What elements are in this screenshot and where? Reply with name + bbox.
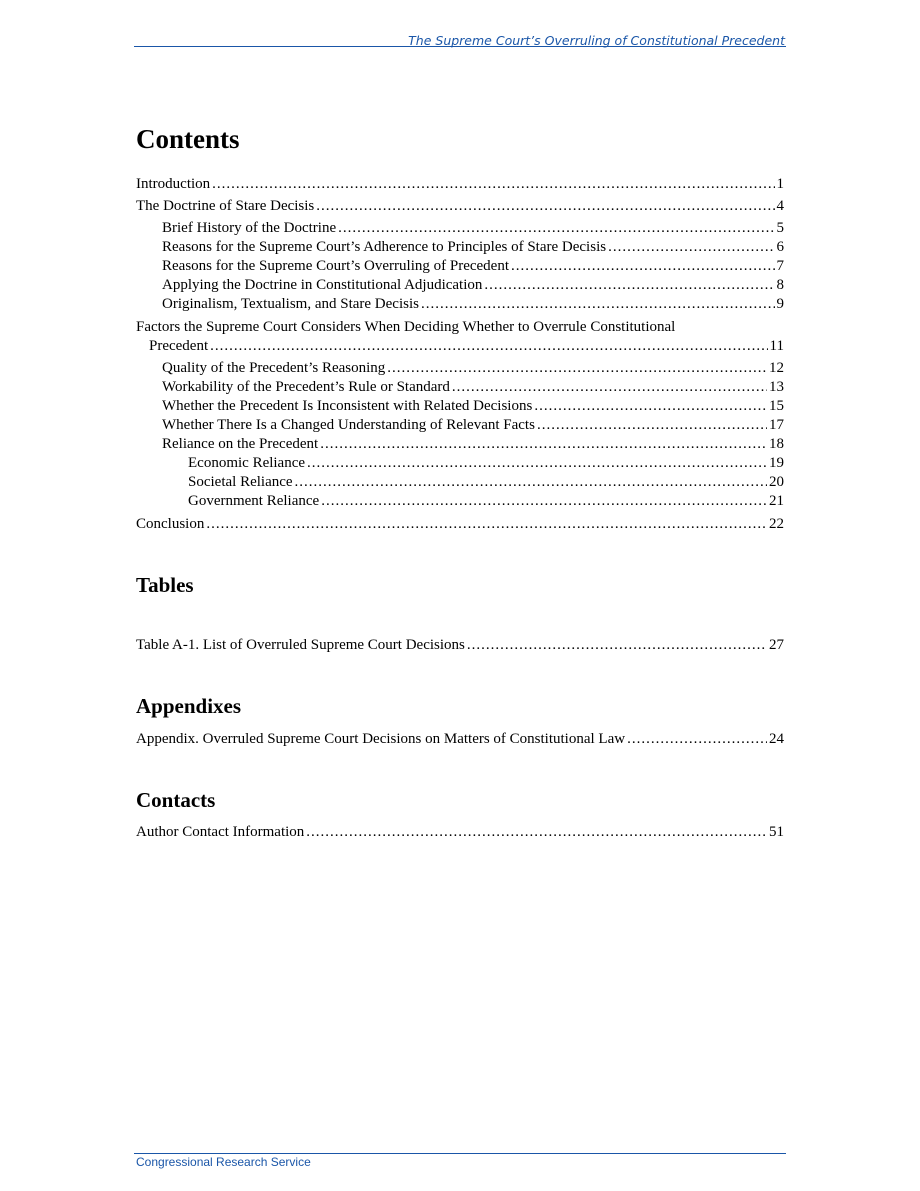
running-header-title: The Supreme Court’s Overruling of Constitutional Precedent — [408, 33, 785, 48]
toc-entry[interactable] — [136, 730, 784, 748]
toc-entry-label-continued: Precedent — [149, 338, 209, 354]
toc-entry-label: Reasons for the Supreme Court’s Overruling of Precedent — [162, 258, 509, 274]
toc-entry-page: 27 — [769, 637, 784, 653]
dot-leader — [452, 378, 767, 396]
toc-entry-label-first-line[interactable]: Factors the Supreme Court Considers When Deciding Whether to Overrule Constitutional — [136, 319, 676, 335]
toc-entry-page: 19 — [769, 455, 784, 471]
dot-leader — [421, 295, 775, 313]
dot-leader — [295, 473, 767, 491]
toc-entry-page: 21 — [769, 493, 784, 509]
dot-leader — [534, 397, 767, 415]
toc-entry[interactable] — [162, 295, 784, 313]
toc-entry[interactable] — [162, 416, 784, 434]
toc-entry[interactable] — [162, 359, 784, 377]
toc-entry-label: Quality of the Precedent’s Reasoning — [162, 360, 386, 376]
dot-leader — [537, 416, 767, 434]
appendixes-heading: Appendixes — [136, 694, 242, 718]
toc-entry-page: 11 — [769, 338, 784, 354]
toc-entry-page: 51 — [769, 824, 784, 840]
dot-leader — [321, 492, 767, 510]
toc-entry[interactable] — [188, 454, 784, 472]
toc-entry-page: 5 — [776, 220, 784, 236]
dot-leader — [210, 337, 767, 355]
toc-entry-label: Applying the Doctrine in Constitutional Adjudication — [162, 277, 483, 293]
toc-entry[interactable] — [136, 175, 784, 193]
toc-entry[interactable] — [136, 515, 784, 533]
toc-entry-label: Originalism, Textualism, and Stare Decisis — [162, 296, 419, 312]
dot-leader — [627, 730, 767, 748]
toc-entry-label: Whether There Is a Changed Understanding of Relevant Facts — [162, 417, 535, 433]
header-rule — [134, 46, 786, 47]
tables-heading: Tables — [136, 573, 194, 597]
toc-entry[interactable] — [162, 257, 784, 275]
footer-rule — [134, 1153, 786, 1154]
contacts-heading: Contacts — [136, 788, 216, 812]
toc-entry-label: Brief History of the Doctrine — [162, 220, 337, 236]
dot-leader — [316, 197, 774, 215]
toc-entry-page: 1 — [776, 176, 784, 192]
toc-entry[interactable] — [136, 636, 784, 654]
toc-entry[interactable] — [162, 219, 784, 237]
dot-leader — [608, 238, 774, 256]
toc-entry-page: 7 — [776, 258, 784, 274]
toc-entry-label: Whether the Precedent Is Inconsistent with Related Decisions — [162, 398, 533, 414]
toc-entry-label: Appendix. Overruled Supreme Court Decisions on Matters of Constitutional Law — [136, 731, 626, 747]
toc-entry-label: Reliance on the Precedent — [162, 436, 319, 452]
dot-leader — [467, 636, 767, 654]
dot-leader — [206, 515, 767, 533]
toc-entry-label: Table A-1. List of Overruled Supreme Court Decisions — [136, 637, 465, 653]
toc-entry-label: The Doctrine of Stare Decisis — [136, 198, 315, 214]
toc-entry[interactable] — [136, 823, 784, 841]
dot-leader — [320, 435, 767, 453]
toc-entry-page: 24 — [769, 731, 784, 747]
dot-leader — [306, 823, 767, 841]
toc-entry-label: Reasons for the Supreme Court’s Adherence to Principles of Stare Decisis — [162, 239, 607, 255]
toc-entry-page: 18 — [769, 436, 784, 452]
toc-entry-page: 20 — [769, 474, 784, 490]
toc-entry-page: 13 — [769, 379, 784, 395]
toc-entry-label: Societal Reliance — [188, 474, 293, 490]
toc-entry-label: Workability of the Precedent’s Rule or Standard — [162, 379, 450, 395]
toc-entry[interactable] — [188, 492, 784, 510]
dot-leader — [338, 219, 774, 237]
contents-heading: Contents — [136, 124, 240, 154]
toc-entry[interactable] — [149, 337, 784, 355]
dot-leader — [511, 257, 775, 275]
toc-entry[interactable] — [162, 276, 784, 294]
toc-entry-page: 9 — [776, 296, 784, 312]
toc-entry-page: 17 — [769, 417, 784, 433]
dot-leader — [484, 276, 774, 294]
toc-entry-page: 6 — [776, 239, 784, 255]
toc-entry-label: Conclusion — [136, 516, 205, 532]
toc-entry-label: Economic Reliance — [188, 455, 306, 471]
toc-entry-page: 15 — [769, 398, 784, 414]
toc-entry-label: Introduction — [136, 176, 211, 192]
toc-entry-page: 12 — [769, 360, 784, 376]
toc-entry-label: Author Contact Information — [136, 824, 305, 840]
toc-entry[interactable] — [162, 238, 784, 256]
toc-entry[interactable] — [188, 473, 784, 491]
toc-entry[interactable] — [162, 397, 784, 415]
toc-entry[interactable] — [162, 378, 784, 396]
toc-entry-page: 22 — [769, 516, 784, 532]
toc-entry[interactable] — [136, 197, 784, 215]
toc-entry-page: 4 — [776, 198, 784, 214]
footer-organization: Congressional Research Service — [136, 1155, 311, 1169]
toc-entry[interactable] — [162, 435, 784, 453]
dot-leader — [307, 454, 767, 472]
toc-entry-page: 8 — [776, 277, 784, 293]
dot-leader — [387, 359, 767, 377]
toc-entry-label: Government Reliance — [188, 493, 320, 509]
dot-leader — [212, 175, 774, 193]
